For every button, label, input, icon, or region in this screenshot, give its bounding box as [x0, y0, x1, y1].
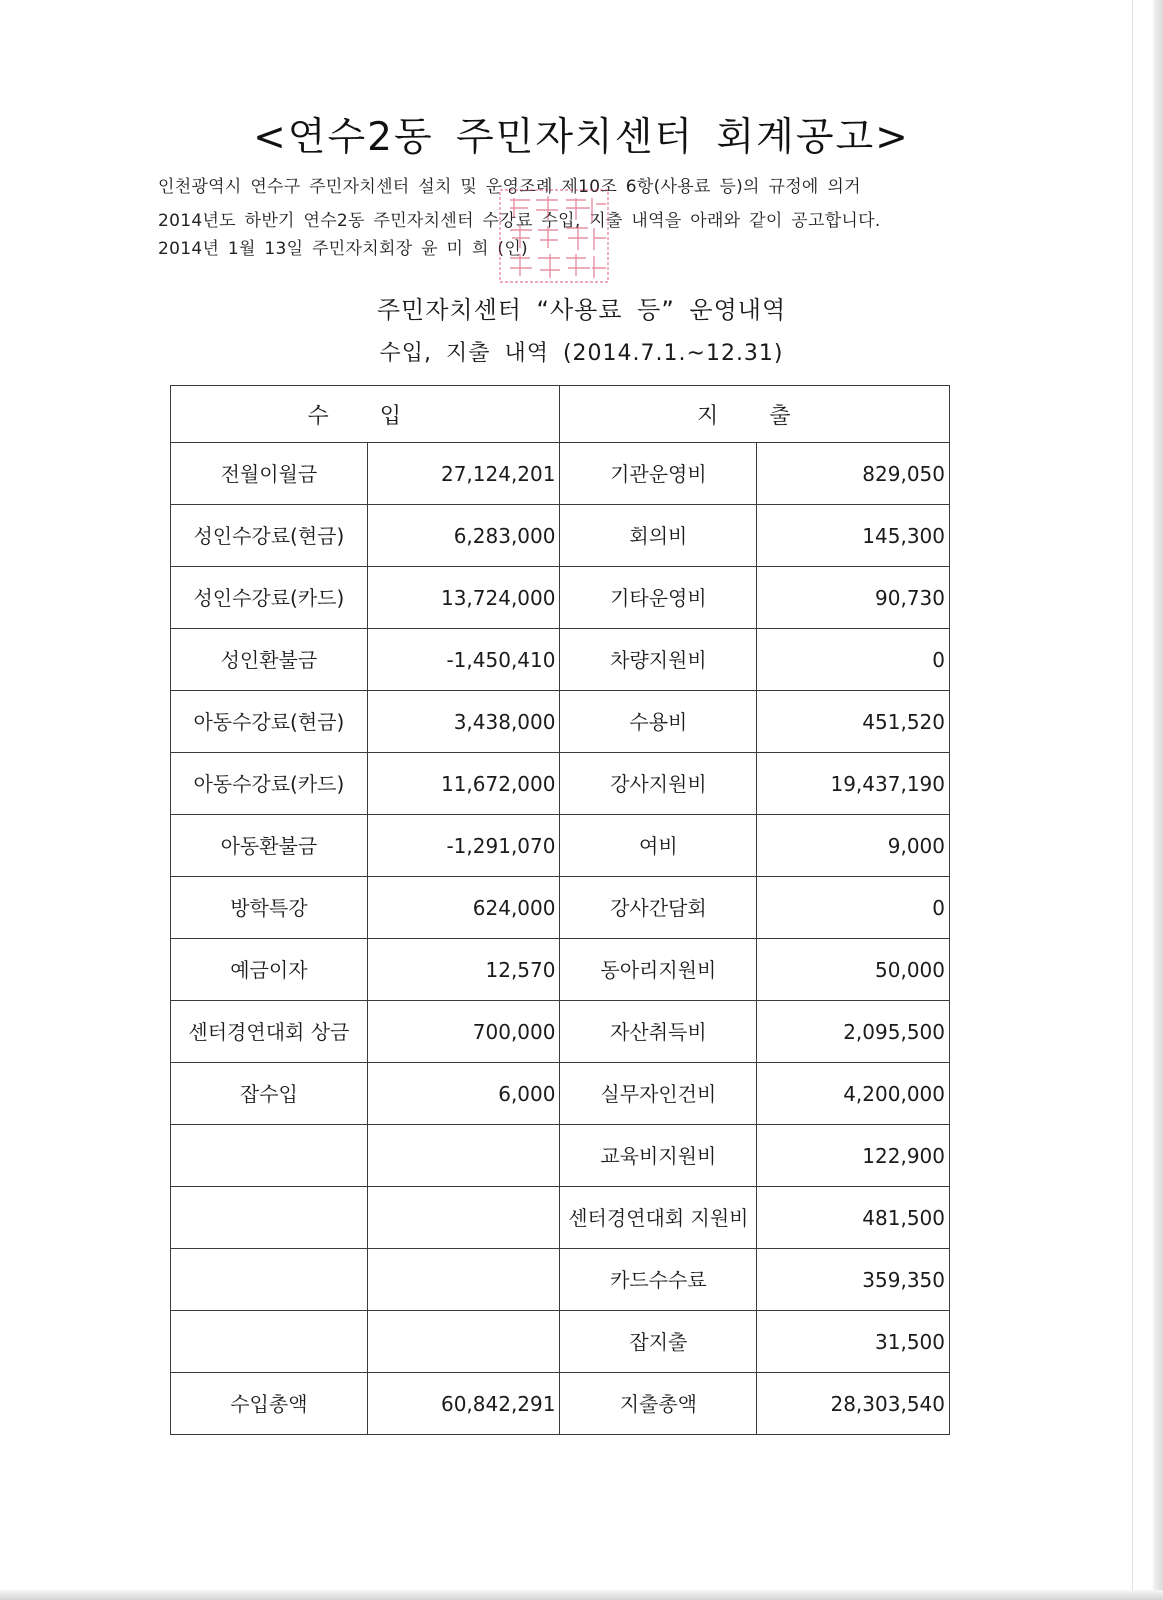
- expense-header: 지 출: [560, 386, 950, 443]
- report-subtitle: 주민자치센터 “사용료 등” 운영내역: [376, 296, 787, 324]
- income-label: 성인수강료(카드): [171, 567, 368, 629]
- expense-amount: 2,095,500: [757, 1001, 950, 1063]
- official-seal-stamp: [496, 186, 612, 286]
- expense-amount: 829,050: [757, 443, 950, 505]
- table-row: [171, 505, 950, 567]
- expense-label: 자산취득비: [560, 1001, 757, 1063]
- scan-edge-bottom: [0, 1590, 1163, 1600]
- income-total-label: 수입총액: [171, 1373, 368, 1435]
- income-amount: 624,000: [367, 877, 560, 939]
- expense-label: 센터경연대회 지원비: [560, 1187, 757, 1249]
- table-header-row: [171, 386, 950, 443]
- expense-amount: 31,500: [757, 1311, 950, 1373]
- table-row: [171, 815, 950, 877]
- table-row: [171, 1249, 950, 1311]
- income-label: [171, 1249, 368, 1311]
- table-row: [171, 1187, 950, 1249]
- income-label: 잡수입: [171, 1063, 368, 1125]
- report-period: 수입, 지출 내역 (2014.7.1.~12.31): [379, 341, 784, 366]
- expense-amount: 19,437,190: [757, 753, 950, 815]
- expense-label: 기타운영비: [560, 567, 757, 629]
- scan-edge-right: [1153, 0, 1163, 1600]
- income-label: [171, 1187, 368, 1249]
- income-amount: 6,000: [367, 1063, 560, 1125]
- expense-amount: 0: [757, 629, 950, 691]
- expense-total-label: 지출총액: [560, 1373, 757, 1435]
- expense-amount: 145,300: [757, 505, 950, 567]
- expense-label: 회의비: [560, 505, 757, 567]
- expense-label: 동아리지원비: [560, 939, 757, 1001]
- expense-label: 기관운영비: [560, 443, 757, 505]
- notice-purpose-line: 2014년도 하반기 연수2동 주민자치센터 수강료 수입, 지출 내역을 아래와 같이 공고합니다.: [158, 211, 881, 231]
- expense-amount: 50,000: [757, 939, 950, 1001]
- income-amount: 12,570: [367, 939, 560, 1001]
- income-amount: 6,283,000: [367, 505, 560, 567]
- income-header: 수 입: [171, 386, 560, 443]
- table-total-row: [171, 1373, 950, 1435]
- table-row: [171, 753, 950, 815]
- income-label: 방학특강: [171, 877, 368, 939]
- income-amount: [367, 1187, 560, 1249]
- expense-amount: 0: [757, 877, 950, 939]
- expense-amount: 90,730: [757, 567, 950, 629]
- expense-label: 잡지출: [560, 1311, 757, 1373]
- table-row: [171, 1063, 950, 1125]
- scan-border-line: [1132, 0, 1133, 1600]
- notice-title: <연수2동 주민자치센터 회계공고>: [253, 115, 910, 160]
- income-total-amount: 60,842,291: [367, 1373, 560, 1435]
- income-label: 아동수강료(현금): [171, 691, 368, 753]
- income-label: [171, 1311, 368, 1373]
- income-amount: [367, 1249, 560, 1311]
- expense-label: 카드수수료: [560, 1249, 757, 1311]
- expense-amount: 122,900: [757, 1125, 950, 1187]
- expense-amount: 4,200,000: [757, 1063, 950, 1125]
- income-label: 아동환불금: [171, 815, 368, 877]
- expense-amount: 9,000: [757, 815, 950, 877]
- expense-amount: 359,350: [757, 1249, 950, 1311]
- income-amount: 3,438,000: [367, 691, 560, 753]
- table-body: [171, 443, 950, 1373]
- income-expense-table: [170, 385, 950, 1435]
- notice-date-signature-line: 2014년 1월 13일 주민자치회장 윤 미 희 (인): [158, 239, 528, 259]
- expense-label: 수용비: [560, 691, 757, 753]
- income-label: 전월이월금: [171, 443, 368, 505]
- table-row: [171, 629, 950, 691]
- income-amount: [367, 1125, 560, 1187]
- income-amount: 27,124,201: [367, 443, 560, 505]
- income-amount: 700,000: [367, 1001, 560, 1063]
- expense-label: 강사간담회: [560, 877, 757, 939]
- expense-amount: 481,500: [757, 1187, 950, 1249]
- table-row: [171, 1001, 950, 1063]
- income-label: 성인환불금: [171, 629, 368, 691]
- table-row: [171, 1311, 950, 1373]
- table-row: [171, 1125, 950, 1187]
- income-label: 예금이자: [171, 939, 368, 1001]
- table-row: [171, 691, 950, 753]
- notice-regulation-line: 인천광역시 연수구 주민자치센터 설치 및 운영조례 제10조 6항(사용료 등)의 규정에 의거: [158, 177, 861, 197]
- income-amount: -1,291,070: [367, 815, 560, 877]
- expense-amount: 451,520: [757, 691, 950, 753]
- expense-label: 실무자인건비: [560, 1063, 757, 1125]
- expense-label: 강사지원비: [560, 753, 757, 815]
- income-label: 아동수강료(카드): [171, 753, 368, 815]
- income-amount: [367, 1311, 560, 1373]
- expense-label: 차량지원비: [560, 629, 757, 691]
- expense-total-amount: 28,303,540: [757, 1373, 950, 1435]
- income-label: [171, 1125, 368, 1187]
- income-label: 성인수강료(현금): [171, 505, 368, 567]
- income-amount: -1,450,410: [367, 629, 560, 691]
- income-amount: 13,724,000: [367, 567, 560, 629]
- income-label: 센터경연대회 상금: [171, 1001, 368, 1063]
- table-row: [171, 877, 950, 939]
- expense-label: 여비: [560, 815, 757, 877]
- table-row: [171, 939, 950, 1001]
- expense-label: 교육비지원비: [560, 1125, 757, 1187]
- table-row: [171, 567, 950, 629]
- table-row: [171, 443, 950, 505]
- income-amount: 11,672,000: [367, 753, 560, 815]
